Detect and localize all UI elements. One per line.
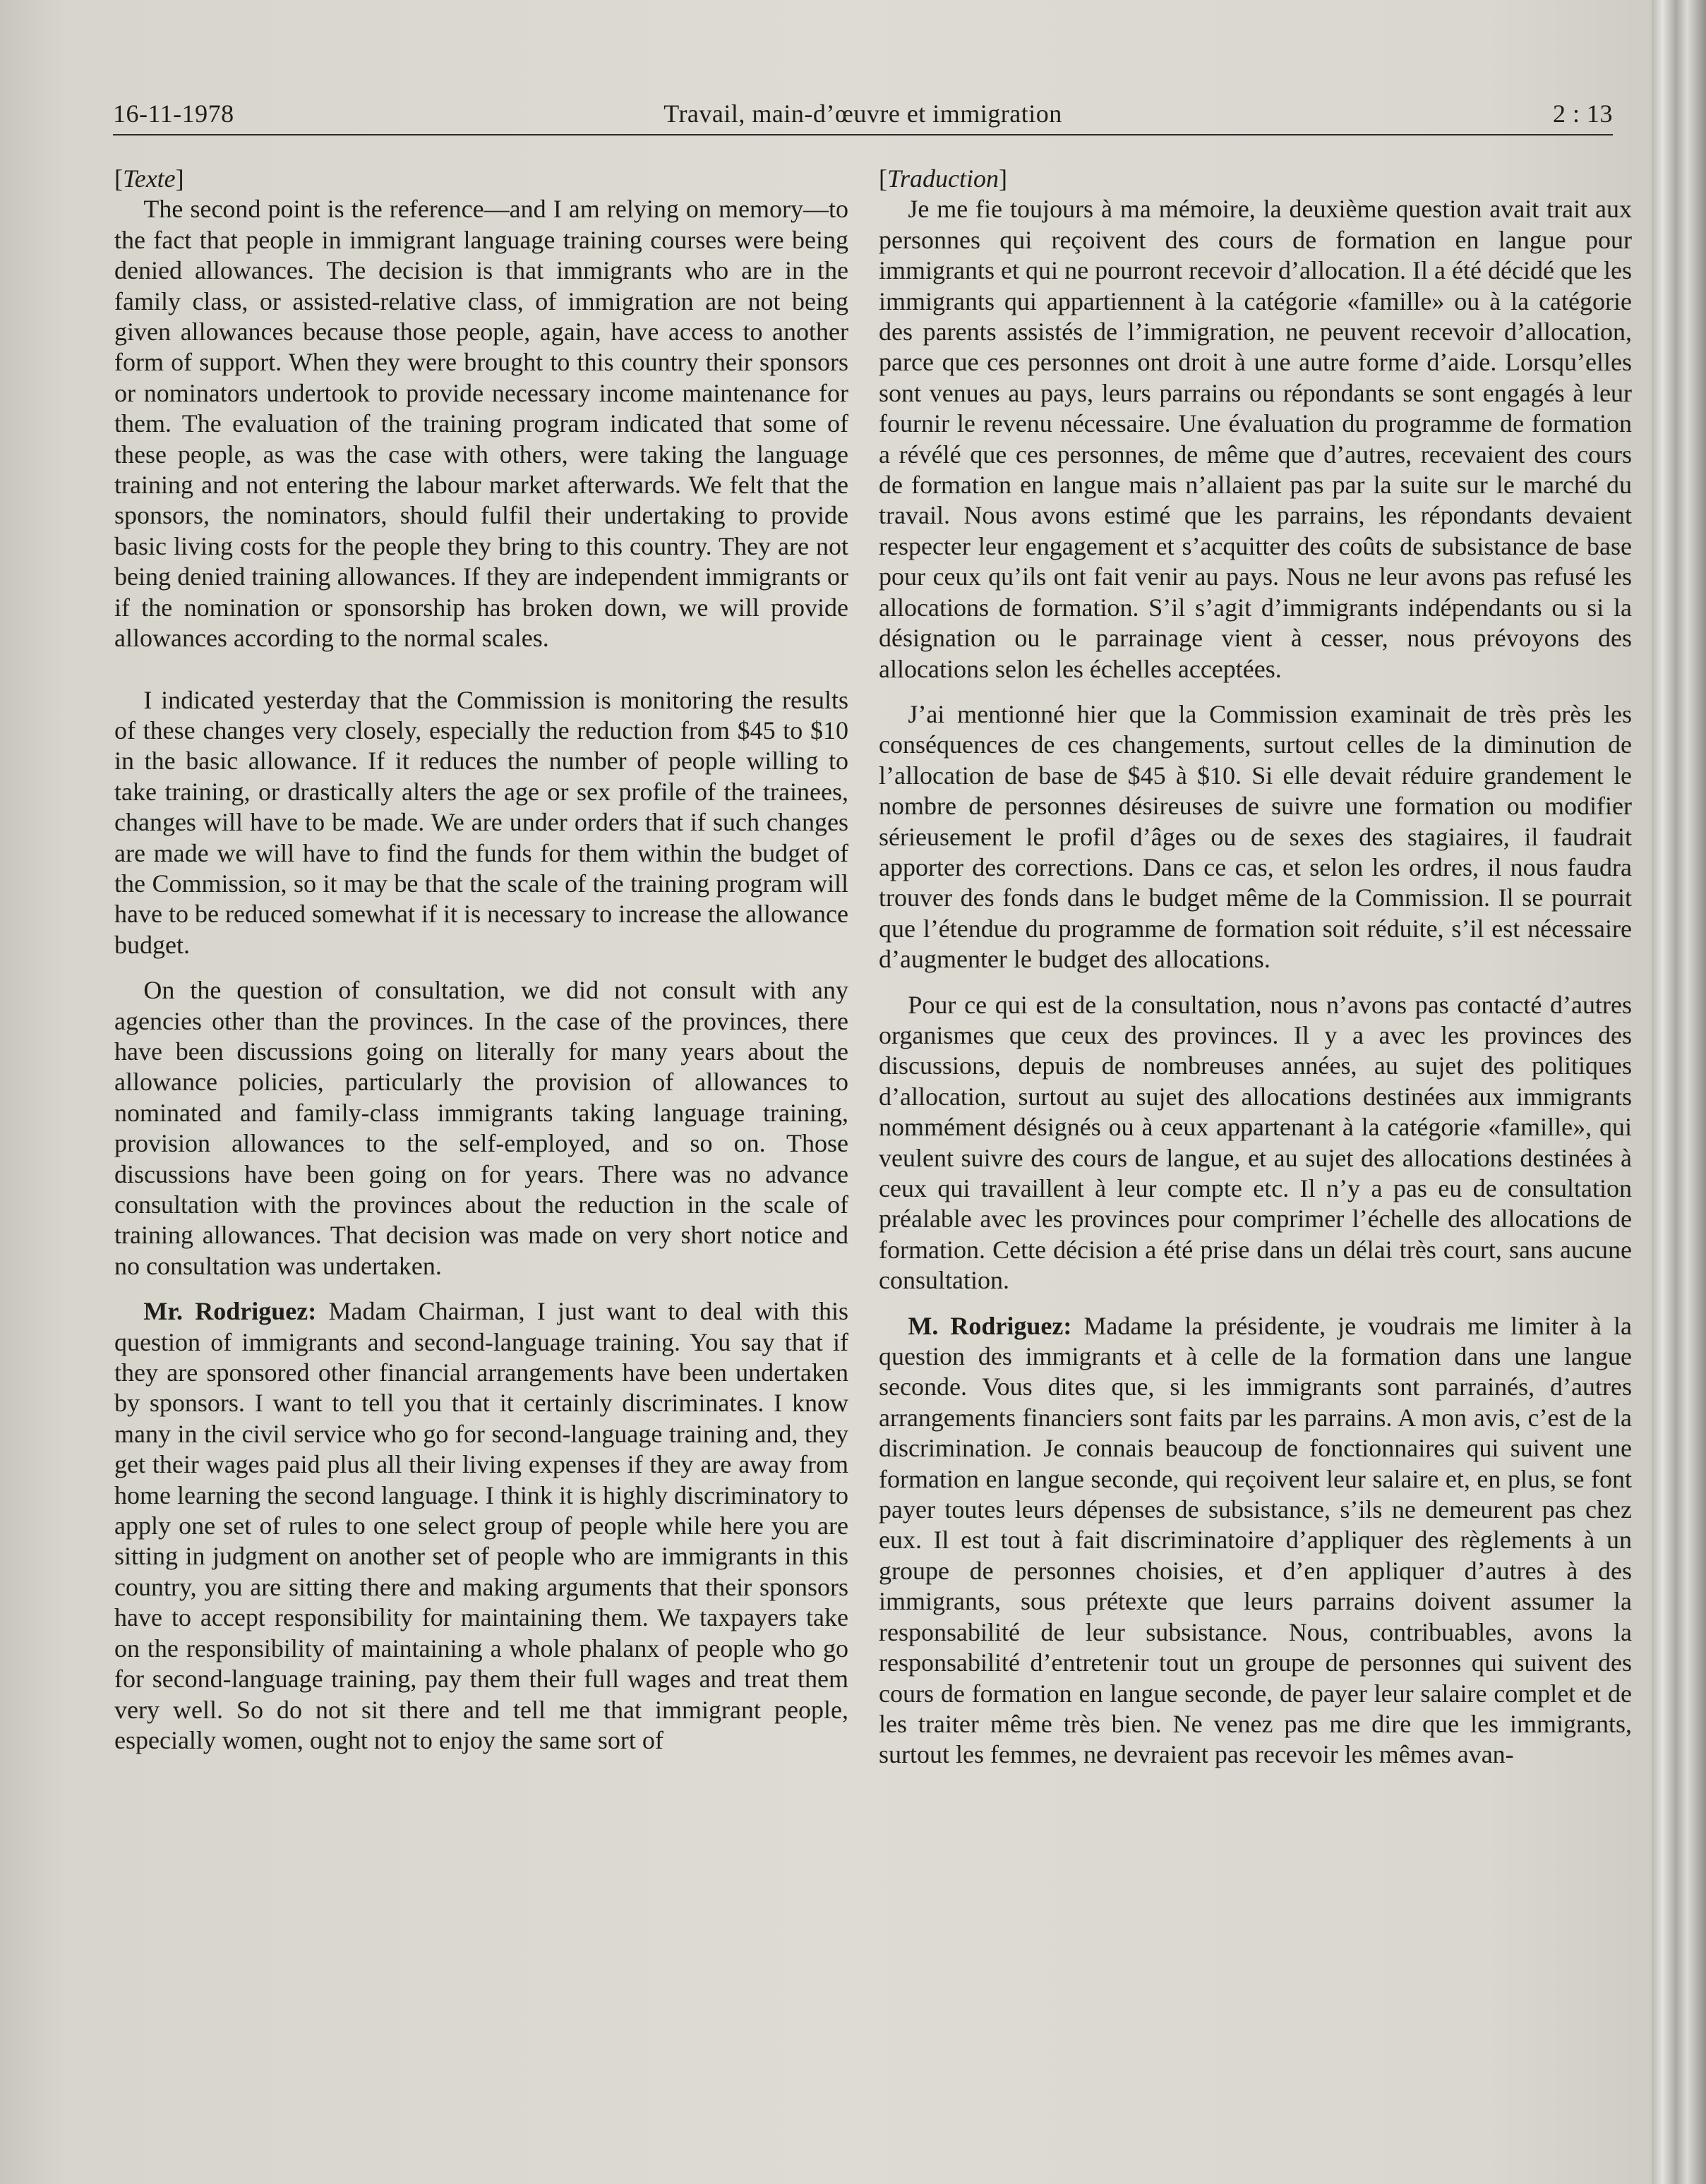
- french-column: [879, 164, 1632, 1785]
- page-header: [113, 85, 1613, 135]
- paragraph: On the question of consultation, we did not consult with any agencies other than the provinces. In the case of the provinces, there have been discussions going on literally for many years about the allowance policies, particularly the provision of allowances to nominated and family-class immigrants taking language training, provision allowances to the self-employed, and so on. Those discussions have been going on for years. There was no advance consultation with the provinces about the reduction in the scale of training allowances. That decision was made on very short notice and no consultation was undertaken.: [114, 976, 848, 1280]
- language-tag-french: [Traduction]: [879, 164, 1008, 193]
- book-page-edge: [1652, 0, 1706, 2184]
- language-tag-english: [Texte]: [114, 164, 184, 193]
- speech-text: Madame la présidente, je voudrais me limiter à la question des immigrants et à celle de la formation dans une langue seconde. Vous dites que, si les immigrants sont parrainés, d’autres arrangements financiers sont faits par les parrains. A mon avis, c’est de la discrimination. Je connais beaucoup de fonctionnaires qui suivent une formation en langue seconde, qui reçoivent leur salaire et, en plus, se font payer toutes leurs dépenses de subsistance, s’ils ne demeurent pas chez eux. Il est tout à fait discriminatoire d’appliquer des règlements à un groupe de personnes choisies, et d’en appliquer d’autres à des immigrants, sous prétexte que leurs parrains doivent assumer la responsabilité de leur subsistance. Nous, contribuables, avons la responsabilité d’entretenir tout un groupe de personnes qui suivent des cours de formation en langue seconde, de payer leur salaire complet et de les traiter même très bien. Ne venez pas me dire que les immigrants, surtout les femmes, ne devraient pas recevoir les mêmes avan-: [879, 1311, 1632, 1769]
- paragraph: J’ai mentionné hier que la Commission examinait de très près les conséquences de ces changements, surtout celles de la diminution de l’allocation de base de $45 à $10. Si elle devait réduire grandement le nombre de personnes désireuses de suivre une formation ou modifier sérieusement le profil d’âges ou de sexes des stagiaires, il faudrait apporter des corrections. Dans ce cas, et selon les ordres, il nous faudra trouver des fonds dans le budget même de la Commission. Il se pourrait que l’étendue du programme de formation soit réduite, s’il est nécessaire d’augmenter le budget des allocations.: [879, 699, 1632, 974]
- paragraph: The second point is the reference—and I am relying on memory—to the fact that people in immigrant language training courses were being denied allowances. The decision is that immigrants who are in the family class, or assisted-relative class, of immigration are not being given allowances because those people, again, have access to another form of support. When they were brought to this country their sponsors or nominators undertook to provide necessary income maintenance for them. The evaluation of the training program indicated that some of these people, as was the case with others, were taking the language training and not entering the labour market afterwards. We felt that the sponsors, the nominators, should fulfil their undertaking to provide basic living costs for the people they bring to this country. They are not being denied training allowances. If they are independent immigrants or if the nomination or sponsorship has broken down, we will provide allowances according to the normal scales.: [114, 195, 848, 653]
- speaker-name: M. Rodriguez:: [908, 1311, 1072, 1340]
- header-date: 16-11-1978: [113, 99, 234, 128]
- header-page-number: 2 : 13: [1552, 99, 1613, 128]
- speech-paragraph: [114, 1296, 848, 1756]
- english-column: [114, 164, 848, 1770]
- paragraph: I indicated yesterday that the Commission is monitoring the results of these changes very closely, especially the reduction from $45 to $10 in the basic allowance. If it reduces the number of people willing to take training, or drastically alters the age or sex profile of the trainees, changes will have to be made. We are under orders that if such changes are made we will have to find the funds for them within the budget of the Commission, so it may be that the scale of the training program will have to be reduced somewhat if it is necessary to increase the allowance budget.: [114, 685, 848, 959]
- speech-text: Madam Chairman, I just want to deal with this question of immigrants and second-language training. You say that if they are sponsored other financial arrangements have been undertaken by sponsors. I want to tell you that it certainly discriminates. I know many in the civil service who go for second-language training and, they get their wages paid plus all their living expenses if they are away from home learning the second language. I think it is highly discriminatory to apply one set of rules to one select group of people while here you are sitting in judgment on another set of people who are immigrants in this country, you are sitting there and making arguments that their sponsors have to accept responsibility for maintaining them. We taxpayers take on the responsibility of maintaining a whole phalanx of people who go for second-language training, pay them their full wages and treat them very well. So do not sit there and tell me that immigrant people, especially women, ought not to enjoy the same sort of: [114, 1297, 849, 1754]
- language-tag-label: Traduction: [887, 164, 999, 193]
- paragraph: Je me fie toujours à ma mémoire, la deuxième question avait trait aux personnes qui reçoivent des cours de formation en langue pour immigrants et qui ne pourront recevoir d’allocation. Il a été décidé que les immigrants qui appartiennent à la catégorie «famille» ou à la catégorie des parents assistés de l’immigration, ne peuvent recevoir d’allocation, parce que ces personnes ont droit à une autre forme d’aide. Lorsqu’elles sont venues au pays, leurs parrains ou répondants se sont engagés à leur fournir le revenu nécessaire. Une évaluation du programme de formation a révélé que ces personnes, de même que d’autres, recevaient des cours de formation en langue mais n’allaient pas par la suite sur le marché du travail. Nous avons estimé que les parrains, les répondants devaient respecter leur engagement et s’acquitter des coûts de subsistance de base pour ceux qu’ils ont fait venir au pays. Nous ne leur avons pas refusé les allocations de formation. S’il s’agit d’immigrants indépendants ou si la désignation ou le parrainage vient à cesser, nous prévoyons des allocations selon les échelles acceptées.: [879, 195, 1632, 683]
- speaker-name: Mr. Rodriguez:: [143, 1297, 317, 1326]
- header-title: Travail, main-d’œuvre et immigration: [663, 99, 1062, 128]
- paragraph: Pour ce qui est de la consultation, nous n’avons pas contacté d’autres organismes que ceux des provinces. Il y a avec les provinces des discussions, depuis de nombreuses années, au sujet des politiques d’allocation, surtout au sujet des allocations destinées aux immigrants nommément désignés ou à ceux appartenant à la catégorie «famille», qui veulent suivre des cours de langue, et au sujet des allocations destinées à ceux qui travaillent à leur compte etc. Il n’y a pas eu de consultation préalable avec les provinces pour comprimer l’échelle des allocations de formation. Cette décision a été prise dans un délai très court, sans aucune consultation.: [879, 990, 1632, 1295]
- language-tag-label: Texte: [123, 164, 176, 193]
- speech-paragraph: [879, 1311, 1632, 1770]
